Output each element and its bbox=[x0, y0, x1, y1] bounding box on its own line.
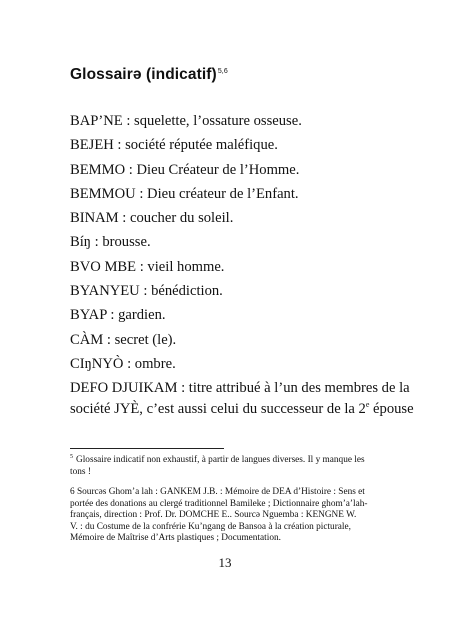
footnote-6-line: français, direction : Prof. Dr. DOMCHE E.. Sourcə Nguemba : KENGNE W. bbox=[70, 510, 357, 521]
glossary-entry: BEMMO : Dieu Créateur de l’Homme. bbox=[70, 162, 300, 178]
footnote-5-line2: tons ! bbox=[70, 466, 91, 477]
entry-text-after: épouse bbox=[369, 401, 414, 417]
footnote-6-line: 6 Sourcəs Ghom’a lah : GANKEM J.B. : Mémoire de DEA d’Histoire : Sens et bbox=[70, 487, 365, 497]
footnote-5-line1 bbox=[70, 455, 388, 467]
glossary-entry: Bíŋ : brousse. bbox=[70, 234, 151, 250]
page-number: 13 bbox=[218, 555, 232, 570]
glossary-entry: CÀM : secret (le). bbox=[70, 332, 177, 348]
glossary-entry: BINAM : coucher du soleil. bbox=[70, 210, 234, 226]
footnote-separator bbox=[70, 448, 224, 449]
ordinal-superscript: e bbox=[365, 400, 370, 410]
footnote-6 bbox=[70, 487, 388, 545]
footnote-6-line: Mémoire de Maîtrise d’Arts plastiques ; Documentation. bbox=[70, 533, 281, 544]
glossary-entry: BEMMOU : Dieu créateur de l’Enfant. bbox=[70, 186, 299, 202]
footnote-6-line: V. : du Costume de la confrérie Ku’ngang de Bansoa à la création picturale, bbox=[70, 521, 351, 532]
glossary-entry: BYANYEU : bénédiction. bbox=[70, 283, 223, 299]
glossary-entry: BEJEH : société réputée maléfique. bbox=[70, 137, 278, 153]
heading-footnote-refs: 5,6 bbox=[217, 67, 228, 75]
glossary-entry: BAP’NE : squelette, l’ossature osseuse. bbox=[70, 113, 302, 129]
footnote-6-line: portée des donations au clergé traditionnel Bamileke ; Dictionnaire ghom’a’lah- bbox=[70, 498, 368, 509]
glossary-entry-line2 bbox=[70, 398, 414, 420]
glossary-entry: CIŋNYÒ : ombre. bbox=[70, 356, 176, 372]
glossary-heading bbox=[70, 66, 228, 84]
footnote-mark: 5 bbox=[70, 453, 73, 460]
heading-text: Glossairə (indicatif) bbox=[70, 66, 217, 83]
glossary-entry-line1: DEFO DJUIKAM : titre attribué à l’un des membres de la bbox=[70, 380, 410, 396]
glossary-entry: BYAP : gardien. bbox=[70, 307, 166, 323]
footnote-5 bbox=[70, 455, 388, 478]
entry-text-before: société JYÈ, c’est aussi celui du successeur de la 2 bbox=[70, 401, 366, 417]
footnote-5-text: Glossaire indicatif non exhaustif, à partir de langues diverses. Il y manque les bbox=[76, 455, 365, 465]
glossary-entry: BVO MBE : vieil homme. bbox=[70, 259, 225, 275]
